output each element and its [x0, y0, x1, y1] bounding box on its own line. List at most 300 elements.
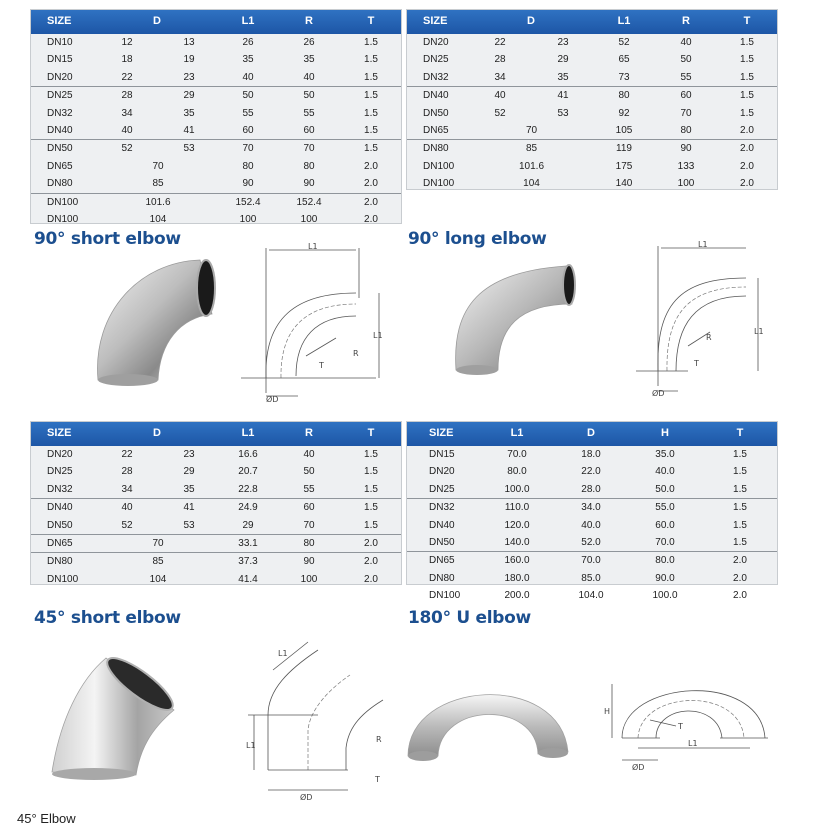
table-cell: DN80 — [47, 556, 73, 568]
table-cell: 90 — [242, 178, 254, 190]
table-cell: 119 — [616, 143, 632, 155]
col-t: T — [743, 15, 751, 27]
table-cell: DN32 — [47, 107, 73, 119]
table-cell: DN65 — [47, 160, 73, 172]
table-cell: 34 — [494, 71, 506, 83]
table-cell: 1.5 — [740, 37, 754, 48]
table-cell: 105 — [615, 124, 633, 136]
label-h: H — [604, 707, 611, 716]
table-cell: 1.5 — [364, 71, 378, 83]
title-90-short-elbow: 90° short elbow — [34, 229, 181, 249]
table-row — [407, 34, 777, 51]
table-row — [31, 481, 401, 498]
table-cell: 40 — [303, 71, 315, 83]
label-od: ØD — [266, 395, 279, 404]
table-cell: 53 — [183, 143, 195, 155]
table-cell: 70 — [152, 537, 164, 549]
table-body — [31, 446, 401, 588]
col-d: D — [587, 427, 595, 439]
table-cell: 92 — [618, 107, 630, 119]
table-cell: 1.5 — [733, 449, 747, 460]
col-h: H — [661, 427, 669, 439]
elbow-90-long-photo — [448, 258, 588, 383]
table-cell: 26 — [303, 37, 315, 48]
table-cell: DN10 — [47, 37, 73, 48]
table-header — [31, 422, 401, 446]
table-cell: DN40 — [423, 90, 449, 102]
table-cell: 1.5 — [733, 536, 747, 548]
label-t: T — [694, 359, 699, 368]
table-cell: 40 — [680, 37, 692, 48]
table-cell: DN65 — [47, 537, 73, 549]
table-cell: 85 — [152, 178, 164, 190]
table-body — [407, 446, 777, 605]
table-cell: DN25 — [47, 90, 73, 102]
table-cell: DN50 — [423, 107, 449, 119]
table-row — [407, 158, 777, 175]
elbow-90-long-drawing — [628, 236, 778, 406]
table-body — [31, 34, 401, 228]
table-cell: DN20 — [47, 449, 73, 460]
col-r: R — [305, 15, 313, 27]
table-cell: 22 — [121, 71, 133, 83]
table-cell: 52 — [494, 107, 506, 119]
table-cell: 41 — [183, 124, 195, 136]
table-cell: 65 — [618, 54, 630, 66]
table-cell: 140 — [615, 178, 633, 190]
table-cell: 55 — [242, 107, 254, 119]
table-row — [31, 139, 401, 157]
col-d: D — [527, 15, 535, 27]
table-cell: 80 — [680, 124, 692, 136]
table-row — [31, 463, 401, 480]
elbow-45-short-photo — [40, 640, 190, 790]
table-cell: 23 — [183, 449, 195, 460]
table-cell: 1.5 — [740, 107, 754, 119]
table-cell: 104 — [149, 213, 167, 225]
table-cell: 50 — [303, 466, 315, 478]
table-row — [407, 175, 777, 192]
table-cell: 80 — [303, 160, 315, 172]
table-cell: 1.5 — [364, 483, 378, 495]
label-od: ØD — [632, 763, 645, 772]
table-cell: 26 — [242, 37, 254, 48]
table-cell: DN80 — [47, 178, 73, 190]
table-cell: 60 — [680, 90, 692, 102]
table-cell: 2.0 — [364, 160, 378, 172]
table-cell: 2.0 — [364, 213, 378, 225]
elbow-180-u-drawing — [600, 660, 775, 780]
table-cell: 85.0 — [581, 572, 601, 584]
table-cell: 55 — [303, 483, 315, 495]
table-row — [407, 498, 777, 516]
table-cell: DN20 — [423, 37, 449, 48]
table-cell: 16.6 — [238, 449, 258, 460]
table-cell: 34.0 — [581, 502, 601, 514]
table-row — [31, 69, 401, 86]
table-cell: 80 — [303, 537, 315, 549]
table-cell: 41.4 — [238, 573, 258, 585]
table-row — [31, 105, 401, 122]
table-cell: 24.9 — [238, 502, 258, 514]
table-cell: DN80 — [429, 572, 455, 584]
table-cell: DN32 — [429, 502, 455, 514]
table-cell: 28.0 — [581, 483, 601, 495]
table-cell: 40.0 — [581, 519, 601, 531]
table-cell: 41 — [183, 502, 195, 514]
table-cell: 2.0 — [740, 124, 754, 136]
table-cell: 60.0 — [655, 519, 675, 531]
table-cell: 80 — [618, 90, 630, 102]
table-cell: 18 — [121, 54, 133, 66]
table-45-short — [30, 421, 402, 585]
table-cell: DN20 — [429, 466, 455, 478]
table-cell: 34 — [121, 107, 133, 119]
table-cell: 52.0 — [581, 536, 601, 548]
table-row — [407, 446, 777, 463]
table-cell: 29 — [183, 90, 195, 102]
table-cell: 40 — [121, 124, 133, 136]
table-cell: 104 — [523, 178, 540, 190]
table-cell: 2.0 — [740, 160, 754, 172]
table-cell: 28 — [494, 54, 506, 66]
table-cell: 50 — [303, 90, 315, 102]
table-cell: 100 — [300, 573, 318, 585]
table-row — [407, 517, 777, 534]
table-cell: 2.0 — [364, 556, 378, 568]
table-cell: 60 — [242, 124, 254, 136]
table-cell: 1.5 — [740, 54, 754, 66]
table-cell: 2.0 — [733, 555, 747, 567]
table-cell: 1.5 — [364, 90, 378, 102]
elbow-45-short-drawing — [238, 630, 388, 810]
table-row — [407, 534, 777, 551]
table-cell: 35 — [303, 54, 315, 66]
table-cell: 2.0 — [733, 572, 747, 584]
table-cell: DN100 — [429, 590, 461, 602]
table-cell: 35.0 — [655, 449, 675, 460]
table-header — [407, 422, 777, 446]
table-cell: 1.5 — [364, 54, 378, 66]
col-t: T — [367, 15, 375, 27]
table-cell: DN32 — [423, 71, 449, 83]
table-cell: 50.0 — [655, 483, 675, 495]
table-cell: 22 — [494, 37, 506, 48]
elbow-90-short-drawing — [236, 238, 386, 408]
label-l1: L1 — [688, 739, 698, 748]
label-l1: L1 — [308, 242, 318, 251]
table-row — [407, 570, 777, 587]
table-cell: 2.0 — [364, 178, 378, 190]
col-d: D — [153, 427, 161, 439]
table-row — [31, 498, 401, 516]
table-cell: 1.5 — [364, 107, 378, 119]
table-cell: 35 — [557, 71, 569, 83]
table-cell: 55.0 — [655, 502, 675, 514]
table-row — [31, 122, 401, 139]
table-cell: 85 — [525, 143, 538, 155]
table-cell: 40 — [242, 71, 254, 83]
table-cell: 52 — [121, 143, 133, 155]
table-cell: 22 — [121, 449, 133, 460]
table-cell: DN65 — [429, 555, 455, 567]
table-cell: DN50 — [47, 519, 73, 531]
label-t: T — [375, 775, 380, 784]
table-cell: 20.7 — [238, 466, 258, 478]
table-header — [31, 10, 401, 34]
table-cell: 160.0 — [504, 555, 530, 567]
label-r: R — [376, 735, 382, 744]
table-row — [407, 122, 777, 139]
label-l1: L1 — [278, 649, 288, 658]
table-cell: 70 — [152, 160, 164, 172]
table-cell: 1.5 — [733, 502, 747, 514]
table-row — [407, 587, 777, 604]
table-cell: 175 — [615, 160, 633, 172]
col-l1: L1 — [241, 427, 255, 439]
table-cell: 29 — [242, 519, 254, 531]
table-row — [407, 463, 777, 480]
table-cell: 90 — [303, 556, 315, 568]
col-size: SIZE — [47, 15, 72, 27]
elbow-180-u-photo — [400, 660, 580, 770]
table-cell: 55 — [303, 107, 315, 119]
col-d: D — [153, 15, 161, 27]
table-cell: 18.0 — [581, 449, 601, 460]
table-cell: 70 — [303, 143, 315, 155]
table-cell: DN100 — [47, 196, 79, 208]
table-cell: 1.5 — [364, 37, 378, 48]
table-cell: 100.0 — [504, 483, 530, 495]
label-l1-side: L1 — [373, 331, 383, 340]
table-cell: 100.0 — [652, 590, 678, 602]
table-cell: 101.6 — [145, 196, 171, 208]
table-cell: DN100 — [423, 160, 455, 172]
table-cell: 35 — [242, 54, 254, 66]
table-cell: DN15 — [47, 54, 73, 66]
table-cell: 120.0 — [504, 519, 530, 531]
table-cell: 2.0 — [364, 573, 378, 585]
table-cell: 29 — [557, 54, 569, 66]
table-row — [31, 517, 401, 534]
table-cell: DN65 — [423, 124, 449, 136]
table-cell: 100 — [677, 178, 695, 190]
col-l1: L1 — [617, 15, 631, 27]
table-cell: 100 — [300, 213, 318, 225]
table-cell: 41 — [557, 90, 569, 102]
table-cell: 2.0 — [364, 196, 378, 208]
table-cell: 1.5 — [364, 502, 378, 514]
title-45-short-elbow: 45° short elbow — [34, 608, 181, 628]
table-cell: 85 — [152, 556, 164, 568]
table-row — [407, 86, 777, 104]
table-cell: 37.3 — [238, 556, 258, 568]
table-cell: 33.1 — [238, 537, 258, 549]
table-cell: DN25 — [423, 54, 449, 66]
table-cell: DN25 — [429, 483, 455, 495]
table-cell: 1.5 — [364, 466, 378, 478]
table-cell: 1.5 — [740, 90, 754, 102]
table-cell: DN50 — [47, 143, 73, 155]
table-cell: 22.0 — [581, 466, 601, 478]
table-cell: 2.0 — [733, 590, 747, 602]
table-cell: 40.0 — [655, 466, 675, 478]
label-l1: L1 — [698, 240, 708, 249]
table-cell: 70.0 — [581, 555, 601, 567]
table-cell: 104.0 — [578, 590, 604, 602]
table-cell: 101.6 — [518, 160, 545, 172]
table-cell: 70 — [242, 143, 254, 155]
col-l1: L1 — [510, 427, 524, 439]
table-cell: 70.0 — [655, 536, 675, 548]
table-row — [31, 534, 401, 552]
table-cell: 80 — [242, 160, 254, 172]
table-row — [407, 51, 777, 68]
table-row — [407, 139, 777, 157]
table-cell: DN80 — [423, 143, 449, 155]
label-l1-side: L1 — [754, 327, 764, 336]
table-cell: 1.5 — [364, 449, 378, 460]
table-header — [407, 10, 777, 34]
title-180-u-elbow: 180° U elbow — [408, 608, 531, 628]
table-row — [407, 551, 777, 569]
table-body — [407, 34, 777, 193]
table-cell: 1.5 — [740, 71, 754, 83]
col-r: R — [305, 427, 313, 439]
table-row — [31, 34, 401, 51]
table-cell: 23 — [183, 71, 195, 83]
table-cell: 28 — [121, 90, 133, 102]
table-90-short — [30, 9, 402, 224]
col-t: T — [367, 427, 375, 439]
table-cell: 152.4 — [296, 196, 322, 208]
table-cell: 73 — [618, 71, 630, 83]
table-cell: 100 — [239, 213, 257, 225]
col-size: SIZE — [47, 427, 72, 439]
table-cell: 2.0 — [740, 178, 754, 190]
table-cell: 140.0 — [504, 536, 530, 548]
table-cell: DN15 — [429, 449, 455, 460]
col-r: R — [682, 15, 690, 27]
label-t: T — [678, 722, 683, 731]
table-cell: 90 — [680, 143, 692, 155]
table-row — [31, 51, 401, 68]
label-od: ØD — [652, 389, 665, 398]
table-row — [407, 69, 777, 86]
table-cell: 180.0 — [504, 572, 530, 584]
table-cell: 52 — [121, 519, 133, 531]
table-row — [31, 552, 401, 570]
label-od: ØD — [300, 793, 313, 802]
label-t: T — [319, 361, 324, 370]
table-cell: DN32 — [47, 483, 73, 495]
table-row — [31, 175, 401, 192]
table-cell: DN100 — [47, 213, 79, 225]
table-cell: DN100 — [423, 178, 455, 190]
table-cell: 70 — [303, 519, 315, 531]
table-cell: 12 — [121, 37, 133, 48]
table-cell: 50 — [242, 90, 254, 102]
table-cell: 60 — [303, 124, 315, 136]
table-cell: 60 — [303, 502, 315, 514]
table-180-u — [406, 421, 778, 602]
table-cell: DN20 — [47, 71, 73, 83]
caption-45-elbow: 45° Elbow — [17, 811, 76, 826]
label-r: R — [353, 349, 359, 358]
table-cell: DN40 — [47, 124, 73, 136]
col-size: SIZE — [423, 15, 448, 27]
table-cell: 133 — [677, 160, 695, 172]
table-cell: 53 — [557, 107, 569, 119]
table-cell: DN100 — [47, 573, 79, 585]
table-cell: 80.0 — [507, 466, 527, 478]
table-row — [31, 446, 401, 463]
table-cell: 19 — [183, 54, 195, 66]
table-cell: DN40 — [47, 502, 73, 514]
elbow-90-short-photo — [80, 252, 230, 392]
table-cell: 53 — [183, 519, 195, 531]
table-row — [31, 86, 401, 104]
table-cell: 2.0 — [364, 537, 378, 549]
table-cell: 1.5 — [733, 483, 747, 495]
table-cell: 40 — [494, 90, 506, 102]
table-cell: 70 — [525, 124, 538, 136]
table-cell: 104 — [149, 573, 167, 585]
table-90-long — [406, 9, 778, 190]
table-cell: 28 — [121, 466, 133, 478]
label-l1-side: L1 — [246, 741, 256, 750]
table-cell: 1.5 — [364, 143, 378, 155]
table-cell: 1.5 — [733, 466, 747, 478]
table-cell: 22.8 — [238, 483, 258, 495]
table-row — [31, 193, 401, 211]
table-cell: 29 — [183, 466, 195, 478]
table-cell: 110.0 — [504, 502, 530, 514]
table-row — [31, 571, 401, 588]
table-cell: DN25 — [47, 466, 73, 478]
col-l1: L1 — [241, 15, 255, 27]
table-cell: 34 — [121, 483, 133, 495]
table-cell: 35 — [183, 107, 195, 119]
table-cell: 70 — [680, 107, 692, 119]
table-cell: 23 — [557, 37, 569, 48]
table-cell: 50 — [680, 54, 692, 66]
label-r: R — [706, 333, 712, 342]
table-cell: DN40 — [429, 519, 455, 531]
col-size: SIZE — [429, 427, 454, 439]
table-row — [31, 158, 401, 175]
table-cell: 55 — [680, 71, 692, 83]
table-cell: 40 — [121, 502, 133, 514]
table-cell: 80.0 — [655, 555, 675, 567]
table-cell: 200.0 — [504, 590, 530, 602]
table-cell: 70.0 — [507, 449, 527, 460]
table-cell: 1.5 — [364, 519, 378, 531]
table-row — [407, 481, 777, 498]
table-cell: 13 — [183, 37, 195, 48]
table-cell: 1.5 — [364, 124, 378, 136]
table-cell: DN50 — [429, 536, 455, 548]
table-cell: 35 — [183, 483, 195, 495]
table-cell: 2.0 — [740, 143, 754, 155]
table-cell: 40 — [303, 449, 315, 460]
table-row — [31, 211, 401, 228]
table-cell: 90.0 — [655, 572, 675, 584]
title-90-long-elbow: 90° long elbow — [408, 229, 547, 249]
table-cell: 1.5 — [733, 519, 747, 531]
col-t: T — [736, 427, 744, 439]
table-row — [407, 105, 777, 122]
